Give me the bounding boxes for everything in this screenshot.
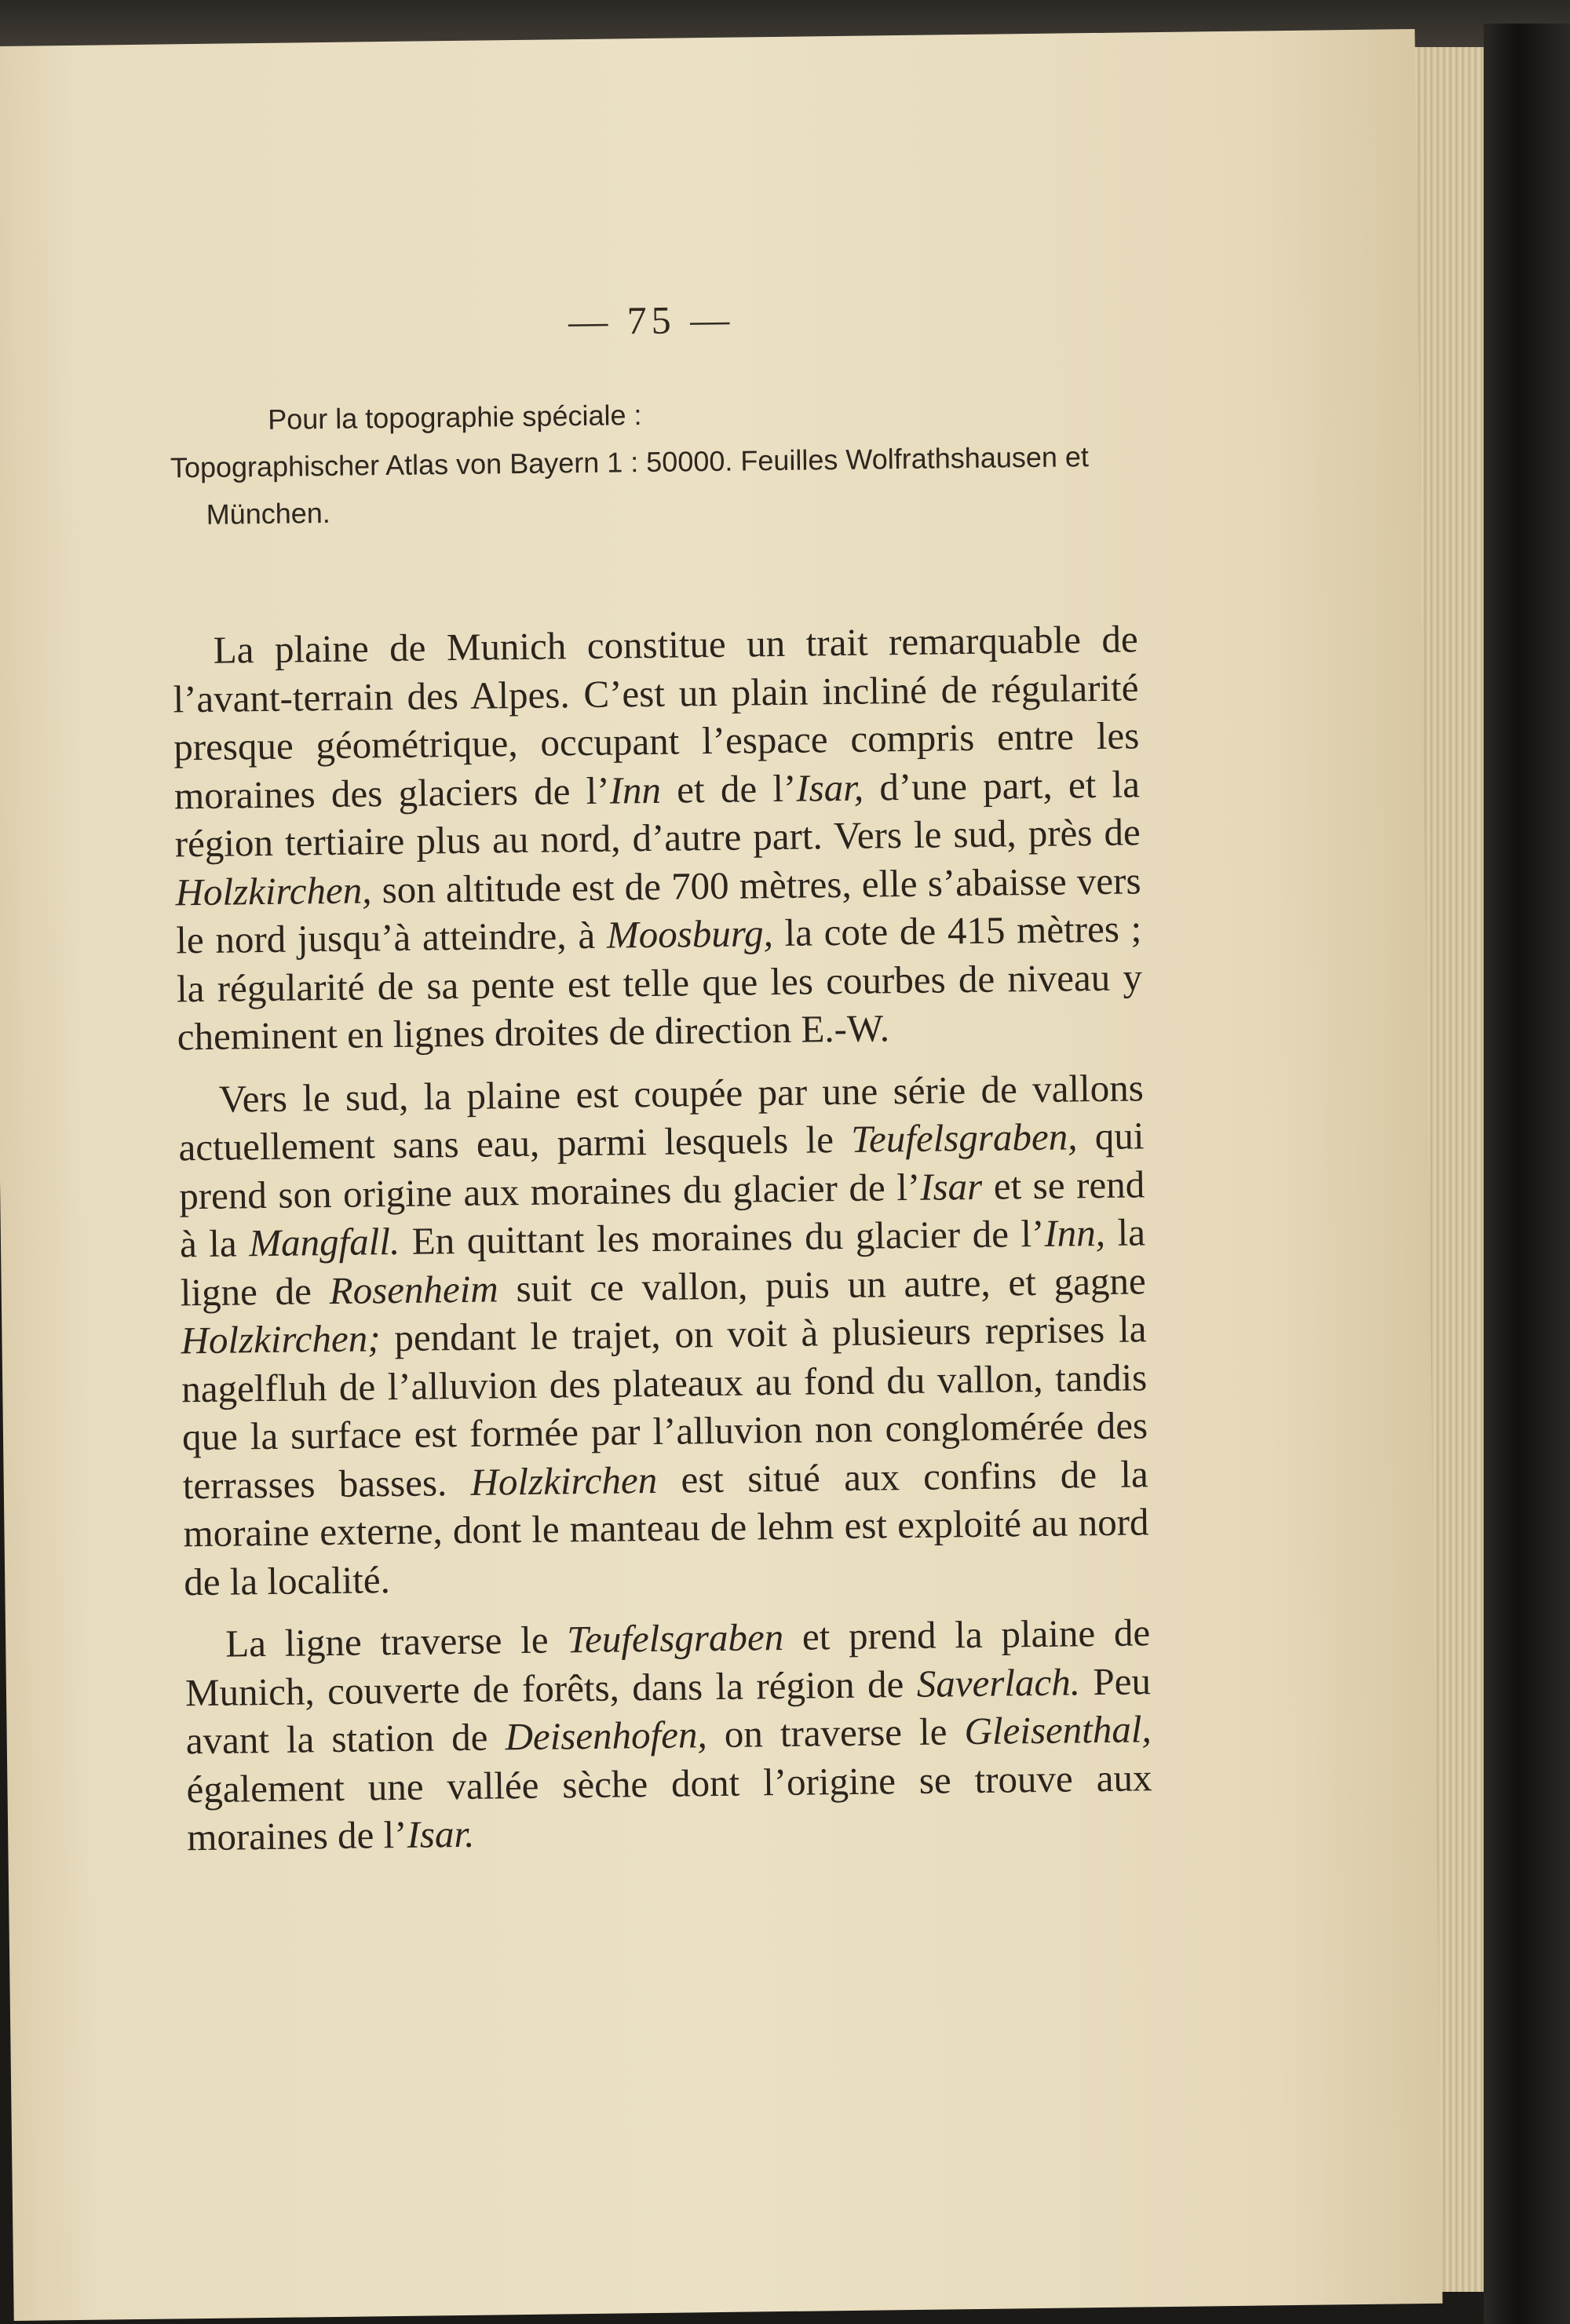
- text-run: la ligne de: [180, 1210, 1146, 1314]
- italic-place-name: Deisenhofen,: [505, 1713, 708, 1759]
- text-run: Vers le sud, la plaine est coupée par une série de vallons actuellement sans eau, parmi lesquels le: [178, 1065, 1145, 1169]
- page-number: — 75 —: [568, 297, 735, 344]
- italic-place-name: Isar: [919, 1164, 983, 1209]
- bibliography-line: Pour la topographie spéciale :: [267, 399, 642, 436]
- italic-place-name: Teufelsgraben: [566, 1614, 784, 1662]
- text-run: son altitude est de 700 mètres, elle s’abaisse vers le nord jusqu’à atteindre, à: [175, 858, 1141, 962]
- italic-place-name: Gleisenthal,: [964, 1707, 1152, 1753]
- italic-place-name: Holzkirchen: [470, 1458, 658, 1504]
- text-run: et de l’: [660, 766, 797, 812]
- text-run: également une vallée sèche dont l’origine se trouve aux moraines de l’: [186, 1755, 1152, 1859]
- text-run: suit ce vallon, puis un autre, et gagne: [498, 1258, 1147, 1310]
- bibliography-note: [170, 385, 1137, 538]
- page-content: [168, 291, 1152, 1875]
- italic-place-name: Teufelsgraben,: [850, 1115, 1078, 1161]
- text-run: La ligne traverse le: [225, 1618, 568, 1665]
- italic-place-name: Isar.: [407, 1811, 475, 1856]
- text-run: En quittant les moraines du glacier de l’: [399, 1211, 1045, 1263]
- paragraph: [177, 1063, 1149, 1606]
- paragraph: [172, 615, 1143, 1060]
- text-run: La plaine de Munich constitue un trait remarquable de l’avant-terrain des Alpes. C’est un plain incliné de régularité presque géométrique, occupant l’espace compris entre les moraines des glaciers de l’: [173, 617, 1140, 817]
- text-run: d’une part, et la région tertiaire plus au nord, d’autre part. Vers le sud, près de: [174, 761, 1141, 866]
- text-run: pendant le trajet, on voit à plusieurs reprises la nagelfluh de l’alluvion des plateaux au fond du vallon, tandis que la surface est formée par l’alluvion non conglomérée des terrasses basses.: [181, 1307, 1148, 1507]
- italic-place-name: Mangfall.: [248, 1219, 400, 1265]
- italic-place-name: Inn: [609, 768, 662, 812]
- italic-place-name: Rosenheim: [329, 1266, 499, 1312]
- text-run: la cote de 415 mètres ; la régularité de sa pente est telle que les courbes de niveau y cheminent en lignes droites de direction E.-W.: [176, 907, 1143, 1059]
- text-run: on traverse le: [706, 1709, 965, 1757]
- italic-place-name: Saverlach.: [916, 1659, 1081, 1706]
- text-run: Peu avant la station de: [185, 1658, 1152, 1763]
- text-run: et prend la plaine de Munich, couverte de forêts, dans la région de: [184, 1611, 1151, 1714]
- paragraph: [184, 1608, 1153, 1862]
- text-run: qui prend son origine aux moraines du glacier de l’: [178, 1114, 1145, 1217]
- italic-place-name: Holzkirchen,: [175, 867, 372, 914]
- book-page: [0, 29, 1443, 2321]
- italic-place-name: Moosburg,: [606, 911, 774, 957]
- body-text: [172, 615, 1152, 1861]
- italic-place-name: Isar,: [795, 765, 864, 810]
- text-run: est situé aux confins de la moraine externe, dont le manteau de lehm est exploité au nord de la localité.: [183, 1451, 1149, 1603]
- text-run: et se rend à la: [179, 1162, 1145, 1266]
- bibliography-line: Topographischer Atlas von Bayern 1 : 50000. Feuilles Wolfrathshausen et München.: [170, 440, 1090, 531]
- italic-place-name: Holzkirchen;: [181, 1316, 381, 1363]
- book-binding: [1484, 24, 1570, 2324]
- italic-place-name: Inn,: [1044, 1210, 1106, 1255]
